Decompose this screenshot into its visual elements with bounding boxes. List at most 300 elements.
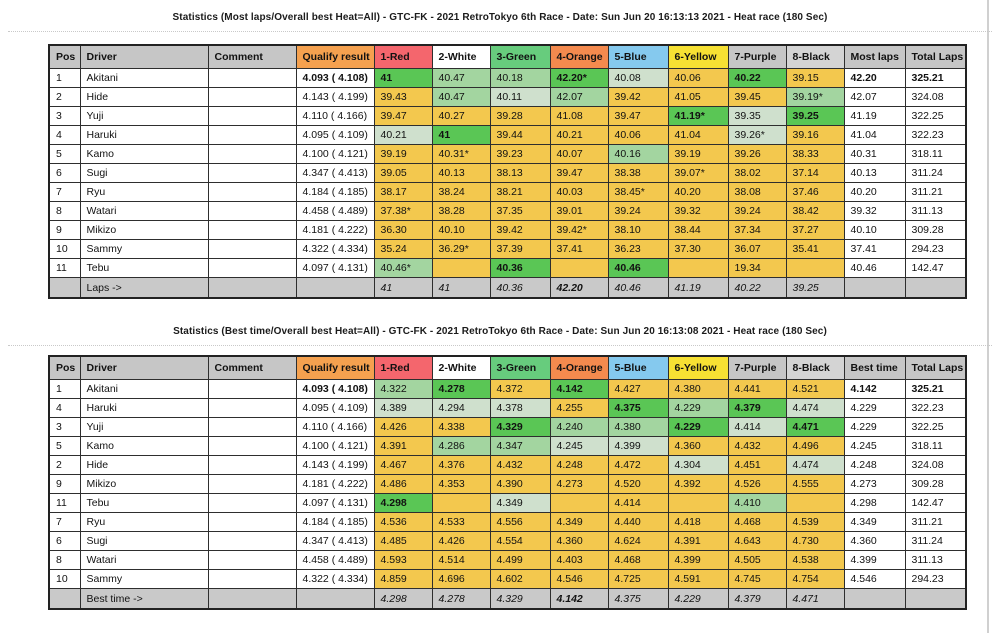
pos-cell: 7 [49,513,80,532]
heat-cell-5-blue: 4.440 [608,513,668,532]
heat-cell-1-red: 36.30 [374,221,432,240]
comment-cell [208,418,296,437]
column-header-2-white: 2-White [432,45,490,69]
heat-cell-6-yellow: 39.32 [668,202,728,221]
heat-cell-7-purple: 39.26 [728,145,786,164]
heat-cell-2-white: 36.29* [432,240,490,259]
heat-cell-6-yellow: 4.229 [668,399,728,418]
driver-row-haruki [49,399,966,418]
driver-row-watari [49,202,966,221]
heat-cell-1-red: 39.19 [374,145,432,164]
driver-cell: Sammy [80,570,208,589]
heat-cell-3-green: 4.390 [490,475,550,494]
heat-cell-2-white: 4.514 [432,551,490,570]
heat-cell-3-green: 4.499 [490,551,550,570]
heat-cell-7-purple: 4.643 [728,532,786,551]
pos-cell: 4 [49,126,80,145]
heat-cell-3-green: 4.554 [490,532,550,551]
column-header-7-purple: 7-Purple [728,45,786,69]
heat-cell-8-black: 37.46 [786,183,844,202]
driver-cell: Watari [80,202,208,221]
heat-cell-8-black: 38.42 [786,202,844,221]
heat-cell-1-red: 39.43 [374,88,432,107]
total-laps-cell: 322.25 [905,418,966,437]
pos-cell: 2 [49,88,80,107]
heat-cell-7-purple: 4.526 [728,475,786,494]
column-header-2-white: 2-White [432,356,490,380]
heat-cell-3-green: 40.18 [490,69,550,88]
comment-cell [208,570,296,589]
heat-cell-2-white: 40.10 [432,221,490,240]
heat-cell-4-orange: 37.41 [550,240,608,259]
footer-value-7-purple: 40.22 [728,278,786,299]
total-laps-cell: 325.21 [905,69,966,88]
heat-cell-2-white: 4.294 [432,399,490,418]
scan-page-edge [987,0,989,633]
heat-cell-1-red: 4.298 [374,494,432,513]
heat-cell-3-green: 39.44 [490,126,550,145]
heat-cell-5-blue: 4.520 [608,475,668,494]
heat-cell-7-purple: 4.379 [728,399,786,418]
heat-cell-3-green: 40.11 [490,88,550,107]
footer-label: Laps -> [80,278,208,299]
footer-comment-cell [208,589,296,610]
most-laps-cell: 39.32 [844,202,905,221]
heat-cell-7-purple: 39.24 [728,202,786,221]
driver-row-sugi [49,532,966,551]
column-header-total-laps: Total Laps [905,45,966,69]
footer-result-cell [844,589,905,610]
footer-total-cell [905,589,966,610]
column-header-5-blue: 5-Blue [608,356,668,380]
driver-row-akitani [49,380,966,399]
heat-cell-3-green: 4.329 [490,418,550,437]
total-laps-cell: 311.21 [905,513,966,532]
qualify-result-cell: 4.322 ( 4.334) [296,570,374,589]
pos-cell: 4 [49,399,80,418]
footer-label: Best time -> [80,589,208,610]
total-laps-cell: 311.13 [905,551,966,570]
footer-value-6-yellow: 4.229 [668,589,728,610]
pos-cell: 8 [49,202,80,221]
heat-cell-8-black: 4.538 [786,551,844,570]
comment-cell [208,145,296,164]
qualify-result-cell: 4.100 ( 4.121) [296,145,374,164]
heat-cell-8-black: 4.555 [786,475,844,494]
heat-cell-8-black: 4.496 [786,437,844,456]
heat-cell-2-white [432,494,490,513]
heat-cell-8-black: 4.539 [786,513,844,532]
heat-cell-6-yellow: 4.418 [668,513,728,532]
heat-cell-5-blue: 4.624 [608,532,668,551]
driver-row-hide [49,456,966,475]
heat-cell-8-black: 37.27 [786,221,844,240]
heat-cell-6-yellow: 39.07* [668,164,728,183]
driver-cell: Hide [80,88,208,107]
heat-cell-6-yellow: 4.360 [668,437,728,456]
heat-cell-7-purple: 40.22 [728,69,786,88]
heat-cell-1-red: 4.859 [374,570,432,589]
heat-cell-2-white: 40.13 [432,164,490,183]
comment-cell [208,202,296,221]
footer-value-3-green: 40.36 [490,278,550,299]
heat-cell-7-purple: 4.432 [728,437,786,456]
best-time-cell: 4.349 [844,513,905,532]
heat-cell-5-blue: 4.399 [608,437,668,456]
comment-cell [208,456,296,475]
comment-cell [208,107,296,126]
footer-pos-cell [49,589,80,610]
driver-row-mikizo [49,221,966,240]
heat-cell-4-orange: 4.546 [550,570,608,589]
driver-cell: Tebu [80,259,208,278]
pos-cell: 8 [49,551,80,570]
heat-cell-3-green: 39.42 [490,221,550,240]
column-header-8-black: 8-Black [786,356,844,380]
heat-cell-8-black: 39.16 [786,126,844,145]
driver-cell: Sugi [80,164,208,183]
heat-cell-1-red: 35.24 [374,240,432,259]
heat-cell-7-purple: 4.414 [728,418,786,437]
pos-cell: 10 [49,570,80,589]
comment-cell [208,183,296,202]
heat-cell-1-red: 40.21 [374,126,432,145]
column-header-driver: Driver [80,356,208,380]
most-laps-cell: 40.20 [844,183,905,202]
heat-cell-7-purple: 39.45 [728,88,786,107]
heat-cell-7-purple: 39.35 [728,107,786,126]
driver-cell: Sammy [80,240,208,259]
pos-cell: 11 [49,494,80,513]
column-header-1-red: 1-Red [374,356,432,380]
heat-cell-5-blue: 40.08 [608,69,668,88]
most-laps-cell: 40.13 [844,164,905,183]
heat-cell-1-red: 4.426 [374,418,432,437]
heat-cell-4-orange: 41.08 [550,107,608,126]
heat-cell-7-purple: 4.468 [728,513,786,532]
heat-cell-7-purple: 4.451 [728,456,786,475]
most-laps-cell: 40.10 [844,221,905,240]
column-header-pos: Pos [49,45,80,69]
pos-cell: 7 [49,183,80,202]
column-header-7-purple: 7-Purple [728,356,786,380]
heat-cell-4-orange: 4.403 [550,551,608,570]
header-row [49,45,966,69]
heat-cell-6-yellow: 37.30 [668,240,728,259]
driver-cell: Kamo [80,437,208,456]
heat-cell-4-orange: 4.255 [550,399,608,418]
qualify-result-cell: 4.184 ( 4.185) [296,183,374,202]
heat-cell-2-white: 4.286 [432,437,490,456]
total-laps-cell: 322.25 [905,107,966,126]
most-laps-cell: 41.04 [844,126,905,145]
heat-cell-2-white: 4.696 [432,570,490,589]
heat-cell-2-white: 4.533 [432,513,490,532]
heat-cell-5-blue: 4.414 [608,494,668,513]
driver-cell: Watari [80,551,208,570]
total-laps-cell: 309.28 [905,475,966,494]
heat-cell-7-purple: 39.26* [728,126,786,145]
qualify-result-cell: 4.181 ( 4.222) [296,475,374,494]
heat-cell-8-black [786,259,844,278]
qualify-result-cell: 4.143 ( 4.199) [296,88,374,107]
qualify-result-cell: 4.347 ( 4.413) [296,164,374,183]
stats-table-best-time [48,355,967,610]
stats-table-most-laps [48,44,967,299]
heat-cell-8-black: 4.474 [786,456,844,475]
qualify-result-cell: 4.095 ( 4.109) [296,126,374,145]
heat-cell-1-red: 4.485 [374,532,432,551]
heat-cell-5-blue: 4.380 [608,418,668,437]
driver-row-sammy [49,570,966,589]
heat-cell-2-white: 41 [432,126,490,145]
heat-cell-5-blue: 39.42 [608,88,668,107]
column-header-qualify-result: Qualify result [296,45,374,69]
heat-cell-1-red: 4.536 [374,513,432,532]
footer-total-cell [905,278,966,299]
driver-row-yuji [49,418,966,437]
footer-value-2-white: 41 [432,278,490,299]
heat-cell-7-purple: 37.34 [728,221,786,240]
best-time-cell: 4.142 [844,380,905,399]
comment-cell [208,532,296,551]
heat-cell-8-black: 39.15 [786,69,844,88]
column-header-driver: Driver [80,45,208,69]
driver-cell: Kamo [80,145,208,164]
heat-cell-1-red: 4.467 [374,456,432,475]
driver-cell: Akitani [80,380,208,399]
heat-cell-4-orange: 40.03 [550,183,608,202]
total-laps-cell: 324.08 [905,456,966,475]
pos-cell: 6 [49,164,80,183]
scan-artifact-line-bottom [8,345,992,346]
heat-cell-4-orange: 4.273 [550,475,608,494]
pos-cell: 5 [49,145,80,164]
heat-cell-6-yellow: 4.591 [668,570,728,589]
total-laps-cell: 142.47 [905,259,966,278]
heat-cell-5-blue: 38.10 [608,221,668,240]
heat-cell-8-black: 4.754 [786,570,844,589]
heat-cell-4-orange: 40.21 [550,126,608,145]
heat-cell-5-blue: 4.725 [608,570,668,589]
driver-cell: Yuji [80,418,208,437]
heat-cell-8-black: 4.474 [786,399,844,418]
best-time-cell: 4.399 [844,551,905,570]
column-header-1-red: 1-Red [374,45,432,69]
heat-cell-4-orange: 4.360 [550,532,608,551]
footer-qualify-cell [296,589,374,610]
heat-cell-2-white: 40.31* [432,145,490,164]
heat-cell-8-black: 37.14 [786,164,844,183]
footer-comment-cell [208,278,296,299]
heat-cell-4-orange: 40.07 [550,145,608,164]
pos-cell: 9 [49,475,80,494]
driver-cell: Mikizo [80,475,208,494]
best-time-cell: 4.229 [844,418,905,437]
footer-value-5-blue: 40.46 [608,278,668,299]
most-laps-cell: 42.07 [844,88,905,107]
footer-value-1-red: 41 [374,278,432,299]
heat-cell-2-white [432,259,490,278]
heat-cell-3-green: 37.35 [490,202,550,221]
driver-cell: Hide [80,456,208,475]
heat-cell-2-white: 4.278 [432,380,490,399]
driver-row-kamo [49,145,966,164]
heat-cell-8-black: 4.471 [786,418,844,437]
qualify-result-cell: 4.184 ( 4.185) [296,513,374,532]
column-header-total-laps: Total Laps [905,356,966,380]
pos-cell: 1 [49,380,80,399]
driver-cell: Ryu [80,183,208,202]
comment-cell [208,126,296,145]
driver-row-ryu [49,183,966,202]
most-laps-cell: 42.20 [844,69,905,88]
pos-cell: 3 [49,107,80,126]
qualify-result-cell: 4.095 ( 4.109) [296,399,374,418]
heat-cell-1-red: 4.593 [374,551,432,570]
total-laps-cell: 294.23 [905,240,966,259]
heat-cell-7-purple: 4.505 [728,551,786,570]
total-laps-cell: 311.24 [905,164,966,183]
heat-cell-4-orange: 4.142 [550,380,608,399]
heat-cell-3-green: 4.378 [490,399,550,418]
heat-cell-6-yellow: 39.19 [668,145,728,164]
footer-qualify-cell [296,278,374,299]
qualify-result-cell: 4.458 ( 4.489) [296,551,374,570]
heat-cell-1-red: 41 [374,69,432,88]
driver-row-yuji [49,107,966,126]
comment-cell [208,494,296,513]
total-laps-cell: 294.23 [905,570,966,589]
footer-value-3-green: 4.329 [490,589,550,610]
driver-cell: Yuji [80,107,208,126]
heat-cell-6-yellow: 4.399 [668,551,728,570]
footer-row-laps [49,278,966,299]
heat-cell-5-blue: 38.45* [608,183,668,202]
heat-cell-1-red: 39.47 [374,107,432,126]
heat-cell-1-red: 4.389 [374,399,432,418]
heat-cell-4-orange [550,494,608,513]
driver-row-haruki [49,126,966,145]
footer-value-4-orange: 4.142 [550,589,608,610]
driver-row-hide [49,88,966,107]
heat-cell-4-orange: 4.248 [550,456,608,475]
footer-value-7-purple: 4.379 [728,589,786,610]
heat-cell-8-black: 4.730 [786,532,844,551]
heat-cell-7-purple: 4.441 [728,380,786,399]
footer-value-5-blue: 4.375 [608,589,668,610]
driver-cell: Akitani [80,69,208,88]
driver-cell: Haruki [80,126,208,145]
heat-cell-4-orange: 42.20* [550,69,608,88]
heat-cell-4-orange: 39.42* [550,221,608,240]
pos-cell: 2 [49,456,80,475]
footer-pos-cell [49,278,80,299]
heat-cell-7-purple: 38.02 [728,164,786,183]
report-title-best-time: Statistics (Best time/Overall best Heat=All) - GTC-FK - 2021 RetroTokyo 6th Race - Date: Sun Jun 20 16:13:08 2021 - Heat race (180 Sec) [173,326,827,337]
driver-row-sugi [49,164,966,183]
heat-cell-5-blue: 4.472 [608,456,668,475]
heat-cell-1-red: 37.38* [374,202,432,221]
heat-cell-3-green: 4.349 [490,494,550,513]
heat-cell-3-green: 38.13 [490,164,550,183]
most-laps-cell: 40.46 [844,259,905,278]
heat-cell-6-yellow: 4.229 [668,418,728,437]
total-laps-cell: 318.11 [905,145,966,164]
best-time-cell: 4.546 [844,570,905,589]
heat-cell-4-orange: 42.07 [550,88,608,107]
qualify-result-cell: 4.093 ( 4.108) [296,69,374,88]
heat-cell-4-orange: 4.240 [550,418,608,437]
column-header-6-yellow: 6-Yellow [668,356,728,380]
total-laps-cell: 311.24 [905,532,966,551]
heat-cell-5-blue: 36.23 [608,240,668,259]
best-time-cell: 4.229 [844,399,905,418]
heat-cell-7-purple: 19.34 [728,259,786,278]
qualify-result-cell: 4.097 ( 4.131) [296,494,374,513]
heat-cell-5-blue: 4.427 [608,380,668,399]
driver-row-watari [49,551,966,570]
driver-cell: Sugi [80,532,208,551]
column-header-pos: Pos [49,356,80,380]
heat-cell-8-black: 39.19* [786,88,844,107]
heat-cell-4-orange: 4.349 [550,513,608,532]
driver-row-kamo [49,437,966,456]
heat-cell-5-blue: 38.38 [608,164,668,183]
comment-cell [208,513,296,532]
heat-cell-6-yellow: 41.04 [668,126,728,145]
best-time-cell: 4.298 [844,494,905,513]
total-laps-cell: 324.08 [905,88,966,107]
qualify-result-cell: 4.110 ( 4.166) [296,107,374,126]
driver-cell: Haruki [80,399,208,418]
heat-cell-2-white: 4.353 [432,475,490,494]
footer-value-4-orange: 42.20 [550,278,608,299]
heat-cell-1-red: 38.17 [374,183,432,202]
footer-row-best-time [49,589,966,610]
qualify-result-cell: 4.181 ( 4.222) [296,221,374,240]
heat-cell-6-yellow: 38.44 [668,221,728,240]
heat-cell-8-black: 35.41 [786,240,844,259]
heat-cell-4-orange: 39.01 [550,202,608,221]
heat-cell-6-yellow: 4.392 [668,475,728,494]
heat-cell-3-green: 38.21 [490,183,550,202]
heat-cell-4-orange: 39.47 [550,164,608,183]
driver-row-mikizo [49,475,966,494]
qualify-result-cell: 4.093 ( 4.108) [296,380,374,399]
total-laps-cell: 322.23 [905,126,966,145]
qualify-result-cell: 4.347 ( 4.413) [296,532,374,551]
heat-cell-6-yellow: 40.06 [668,69,728,88]
heat-cell-4-orange: 4.245 [550,437,608,456]
qualify-result-cell: 4.097 ( 4.131) [296,259,374,278]
pos-cell: 5 [49,437,80,456]
comment-cell [208,69,296,88]
heat-cell-6-yellow: 4.304 [668,456,728,475]
heat-cell-1-red: 40.46* [374,259,432,278]
heat-cell-6-yellow: 41.05 [668,88,728,107]
total-laps-cell: 311.13 [905,202,966,221]
heat-cell-3-green: 4.556 [490,513,550,532]
heat-cell-1-red: 4.391 [374,437,432,456]
column-header-3-green: 3-Green [490,45,550,69]
heat-cell-5-blue: 40.16 [608,145,668,164]
heat-cell-7-purple: 4.745 [728,570,786,589]
heat-cell-4-orange [550,259,608,278]
footer-value-8-black: 4.471 [786,589,844,610]
heat-cell-3-green: 4.372 [490,380,550,399]
comment-cell [208,259,296,278]
